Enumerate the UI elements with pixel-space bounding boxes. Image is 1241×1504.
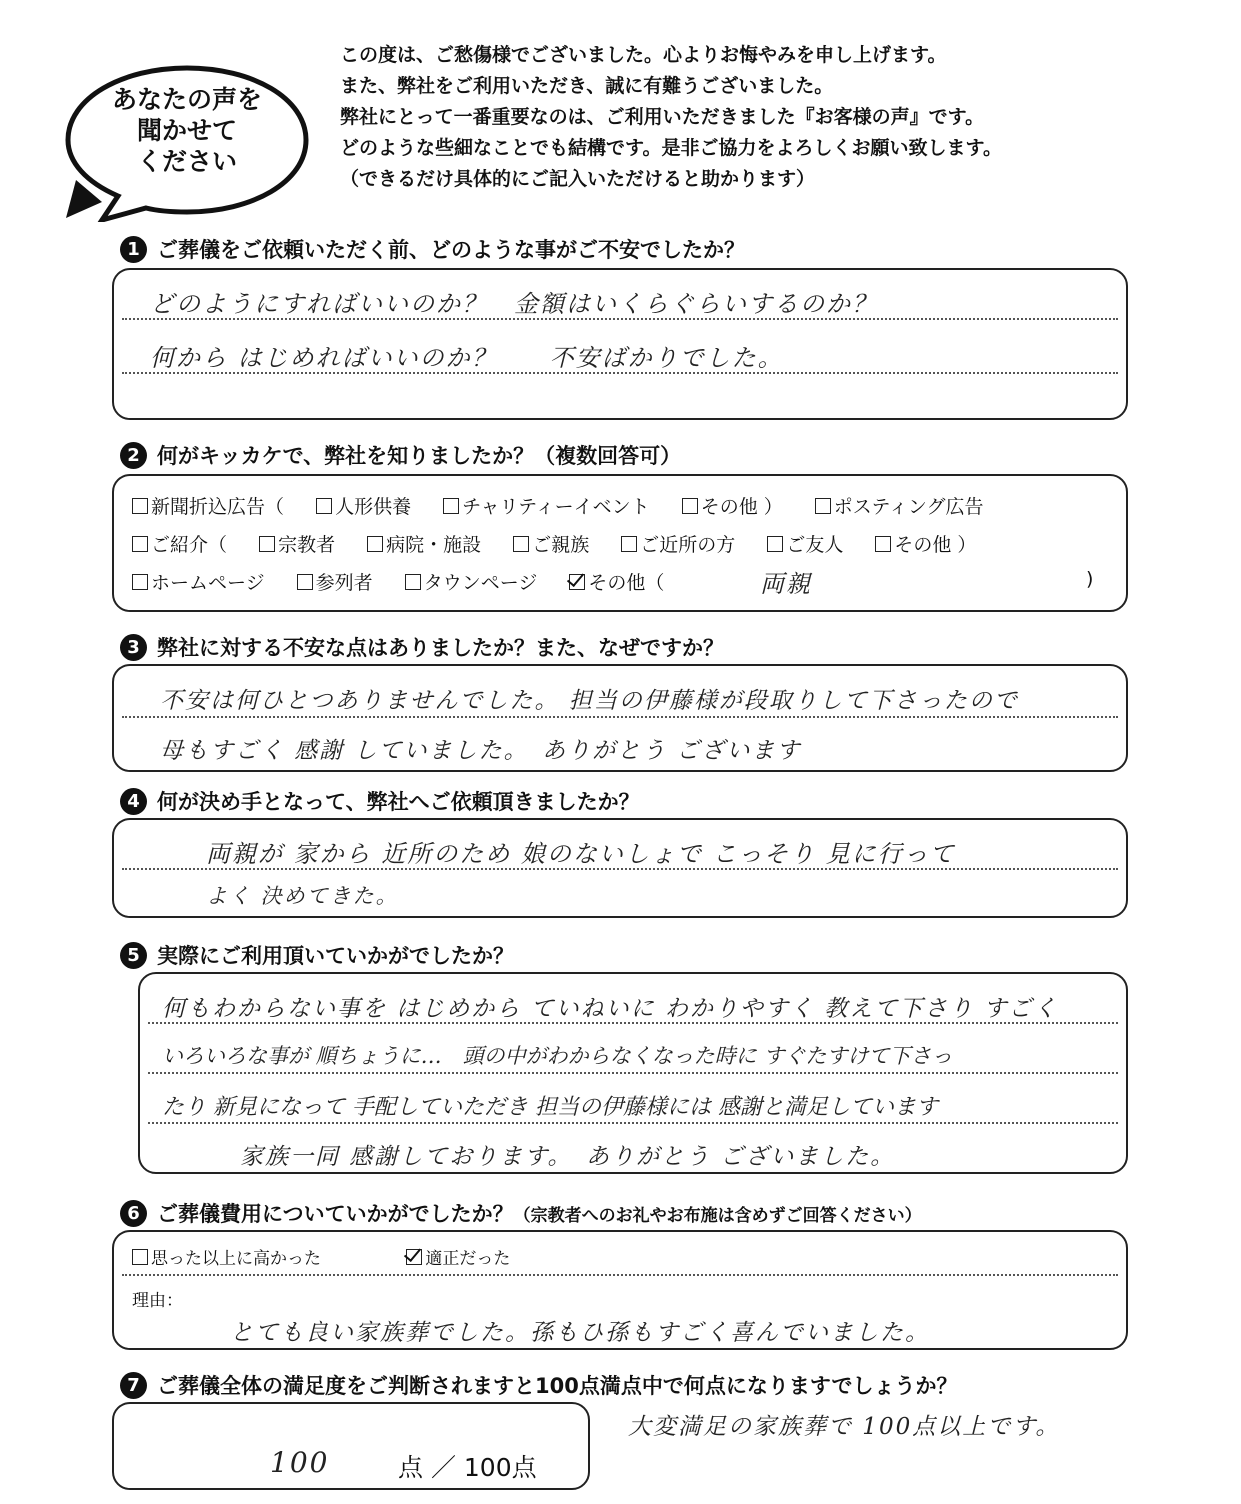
question-number: 5 — [120, 942, 147, 969]
checkbox[interactable] — [316, 498, 332, 514]
question-7-heading: 7 ご葬儀全体の満足度をご判断されますと100点満点中で何点になりますでしょうか？ — [120, 1370, 957, 1400]
options-row — [132, 492, 1010, 519]
question-6-heading: 6 ご葬儀費用についていかがでしたか？ （宗教者へのお礼やお布施は含めずご回答ください） — [120, 1198, 922, 1228]
checkbox-option[interactable]: ご近所の方 — [621, 530, 735, 557]
options-row — [132, 568, 690, 595]
handwritten-answer: 両親が 家から 近所のため 娘のないしょで こっそり 見に行って — [206, 840, 956, 868]
handwritten-comment: 大変満足の家族葬で 100点以上です。 — [628, 1414, 1061, 1440]
checkbox[interactable] — [405, 574, 421, 590]
checkbox-option[interactable]: その他（ — [569, 568, 664, 595]
checkbox-option[interactable]: その他 ） — [875, 530, 976, 557]
checkbox-option[interactable]: 参列者 — [297, 568, 373, 595]
handwritten-other-answer: 両親 — [760, 570, 812, 598]
checkbox-option[interactable]: 病院・施設 — [367, 530, 481, 557]
handwritten-answer: どのようにすればいいのか？ 金額はいくらぐらいするのか？ — [150, 290, 878, 318]
handwritten-answer: たり 新見になって 手配していただき 担当の伊藤様には 感謝と満足しています — [162, 1095, 938, 1120]
checkbox[interactable] — [132, 498, 148, 514]
handwritten-answer: とても良い家族葬でした。孫もひ孫もすごく喜んでいました。 — [230, 1320, 930, 1346]
checkbox-option[interactable]: その他 ） — [682, 492, 783, 519]
question-number: 2 — [120, 442, 147, 469]
checkbox[interactable] — [443, 498, 459, 514]
checkbox[interactable] — [132, 1249, 148, 1265]
checkbox-option[interactable]: ご紹介（ — [132, 530, 227, 557]
checkbox[interactable] — [297, 574, 313, 590]
question-1-heading: 1 ご葬儀をご依頼いただく前、どのような事がご不安でしたか？ — [120, 234, 745, 264]
question-5-heading: 5 実際にご利用頂いていかがでしたか？ — [120, 940, 514, 970]
checkbox[interactable] — [259, 536, 275, 552]
dotted-line — [148, 1072, 1118, 1074]
checkbox[interactable] — [513, 536, 529, 552]
handwritten-answer: 何もわからない事を はじめから ていねいに わかりやすく 教えて下さり すごく — [162, 996, 1059, 1022]
checkbox-option[interactable]: ご親族 — [513, 530, 589, 557]
checkbox-option[interactable]: 宗教者 — [259, 530, 335, 557]
handwritten-answer: 何から はじめればいいのか？ 不安ばかりでした。 — [150, 344, 784, 372]
checkbox[interactable] — [367, 536, 383, 552]
checkbox-checked[interactable] — [406, 1249, 422, 1265]
checkbox-option[interactable]: 人形供養 — [316, 492, 411, 519]
handwritten-answer: 家族一同 感謝しております。 ありがとう ございました。 — [240, 1144, 896, 1170]
handwritten-answer: 母もすごく 感謝 していました。 ありがとう ございます — [160, 738, 802, 764]
question-number: 1 — [120, 236, 147, 263]
question-2-heading: 2 何がキッカケで、弊社を知りましたか？（複数回答可） — [120, 440, 681, 470]
dotted-line — [122, 716, 1118, 718]
dotted-line — [122, 1274, 1118, 1276]
question-4-heading: 4 何が決め手となって、弊社へご依頼頂きましたか？ — [120, 786, 640, 816]
checkbox-option[interactable]: タウンページ — [405, 568, 538, 595]
checkbox[interactable] — [132, 536, 148, 552]
question-number: 6 — [120, 1200, 147, 1227]
checkbox-option[interactable]: 新聞折込広告（ — [132, 492, 284, 519]
checkbox-checked[interactable] — [569, 574, 585, 590]
checkbox[interactable] — [815, 498, 831, 514]
intro-text: この度は、ご愁傷様でございました。心よりお悔やみを申し上げます。 また、弊社をご利用いただき、誠に有難うございました。 弊社にとって一番重要なのは、ご利用いただきました『お客様の声』です。 どのような些細なことでも結構です。是非ご協力をよろしくお願い致します。 （できるだけ具体的にご記入いただけると助かります） — [340, 44, 1002, 190]
bubble-text: あなたの声を 聞かせて ください — [111, 85, 262, 176]
checkbox-option[interactable]: ホームページ — [132, 568, 265, 595]
question-3-heading: 3 弊社に対する不安な点はありましたか？また、なぜですか？ — [120, 632, 724, 662]
close-paren: ) — [1086, 568, 1094, 590]
checkbox-option[interactable]: ポスティング広告 — [815, 492, 984, 519]
question-number: 3 — [120, 634, 147, 661]
dotted-line — [148, 1122, 1118, 1124]
options-row — [132, 530, 1002, 557]
score-suffix: 点 ／ 100点 — [398, 1453, 537, 1482]
checkbox[interactable] — [875, 536, 891, 552]
question-number: 4 — [120, 788, 147, 815]
options-row — [132, 1244, 536, 1269]
checkbox-option[interactable]: 適正だった — [406, 1244, 510, 1269]
checkbox[interactable] — [682, 498, 698, 514]
reason-label: 理由： — [132, 1291, 183, 1311]
checkbox[interactable] — [621, 536, 637, 552]
handwritten-answer: いろいろな事が 順ちょうに… 頭の中がわからなくなった時に すぐたすけて下さっ — [162, 1044, 953, 1068]
handwritten-score: 100 — [270, 1446, 330, 1479]
question-number: 7 — [120, 1372, 147, 1399]
checkbox-option[interactable]: チャリティーイベント — [443, 492, 650, 519]
handwritten-answer: 不安は何ひとつありませんでした。 担当の伊藤様が段取りして下さったので — [160, 688, 1019, 714]
checkbox-option[interactable]: ご友人 — [767, 530, 843, 557]
handwritten-answer: よく 決めてきた。 — [206, 884, 399, 908]
checkbox[interactable] — [767, 536, 783, 552]
checkbox-option[interactable]: 思った以上に高かった — [132, 1244, 321, 1269]
checkbox[interactable] — [132, 574, 148, 590]
